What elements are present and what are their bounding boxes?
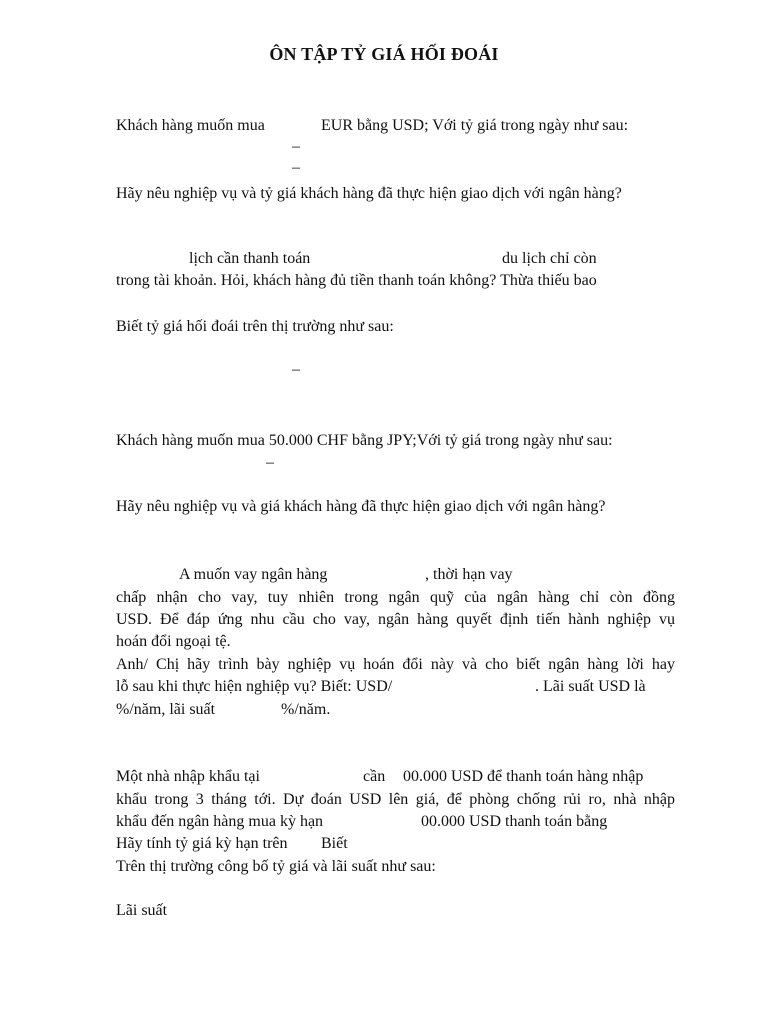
s4-line4: hoán đổi ngoại tệ.	[116, 633, 231, 650]
s4-line1-part1: A muốn vay ngân hàng	[179, 566, 328, 583]
s3-dash1: –	[266, 454, 274, 471]
s5-line1-part1: Một nhà nhập khẩu tại	[116, 768, 260, 785]
s2-line2: trong tài khoản. Hỏi, khách hàng đủ tiền thanh toán không? Thừa thiếu bao	[116, 272, 597, 289]
s5-line3-part1: khẩu đến ngân hàng mua kỳ hạn	[116, 813, 324, 830]
s4-line6-part2: . Lãi suất USD là	[535, 678, 646, 695]
s5-line3-part2: 00.000 USD thanh toán bằng	[421, 813, 608, 830]
s1-line1-part1: Khách hàng muốn mua	[116, 117, 265, 134]
s5-line6: Lãi suất	[116, 902, 168, 919]
document-title: ÔN TẬP TỶ GIÁ HỐI ĐOÁI	[269, 44, 499, 64]
s1-question: Hãy nêu nghiệp vụ và tỷ giá khách hàng đã thực hiện giao dịch với ngân hàng?	[116, 185, 622, 202]
s4-line6-part1: lỗ sau khi thực hiện nghiệp vụ? Biết: USD/	[116, 678, 393, 695]
s4-line3: USD. Để đáp ứng nhu cầu cho vay, ngân hàng quyết định tiến hành nghiệp vụ	[116, 611, 675, 628]
s4-line2: chấp nhận cho vay, tuy nhiên trong ngân quỹ của ngân hàng chỉ còn đồng	[116, 589, 675, 606]
s3-question: Hãy nêu nghiệp vụ và giá khách hàng đã thực hiện giao dịch với ngân hàng?	[116, 498, 606, 515]
s5-line4-part2: Biết	[321, 835, 348, 852]
s1-dash1: –	[292, 138, 300, 155]
s5-line5: Trên thị trường công bố tỷ giá và lãi suất như sau:	[116, 858, 436, 875]
s5-line2: khẩu trong 3 tháng tới. Dự đoán USD lên giá, để phòng chống rủi ro, nhà nhập	[116, 791, 675, 808]
s2-line3: Biết tỷ giá hối đoái trên thị trường như sau:	[116, 318, 394, 335]
s1-line1-part2: EUR bằng USD; Với tỷ giá trong ngày như sau:	[321, 117, 629, 134]
s4-line7-part1: %/năm, lãi suất	[116, 701, 216, 718]
s2-dash1: –	[292, 361, 300, 378]
s1-dash2: –	[292, 159, 300, 176]
s2-line1-part1: lịch cần thanh toán	[189, 250, 311, 267]
s2-line1-part2: du lịch chỉ còn	[502, 250, 597, 267]
s5-line4-part1: Hãy tính tỷ giá kỳ hạn trên	[116, 835, 288, 852]
s4-line1-part2: , thời hạn vay	[425, 566, 513, 583]
s5-line1-part3: 00.000 USD để thanh toán hàng nhập	[403, 768, 644, 785]
s4-line7-part2: %/năm.	[281, 701, 331, 718]
s4-line5: Anh/ Chị hãy trình bày nghiệp vụ hoán đổi này và cho biết ngân hàng lời hay	[116, 656, 675, 673]
s5-line1-part2: cần	[363, 768, 386, 785]
s3-line1: Khách hàng muốn mua 50.000 CHF bằng JPY;Với tỷ giá trong ngày như sau:	[116, 432, 613, 449]
